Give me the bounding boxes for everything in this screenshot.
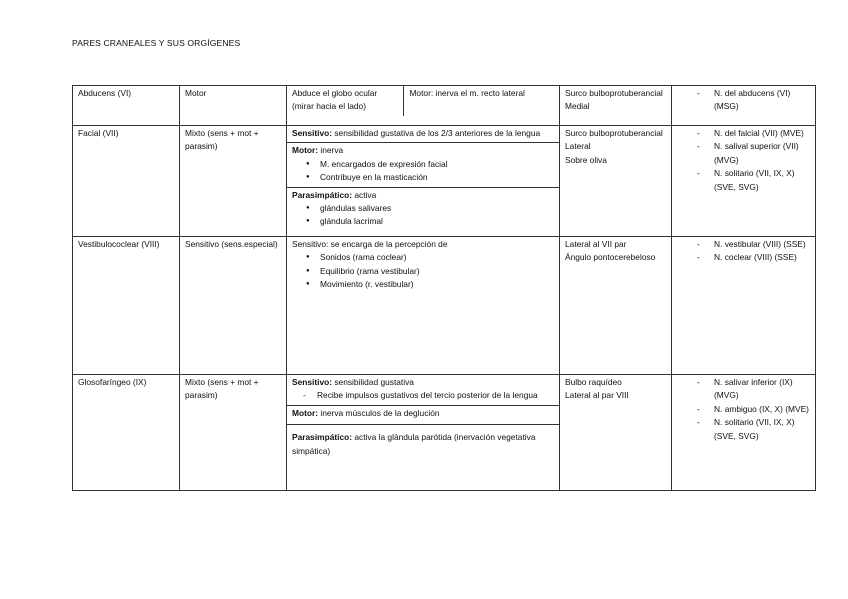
nerve-type-cell: Mixto (sens + mot + parasim) [180,375,287,491]
nucleus-item: - N. del abducens (VI) (MSG) [714,87,811,114]
nucleus-item: - N. ambiguo (IX, X) (MVE) [714,403,811,416]
list-item: ● glándulas salivares [320,202,555,215]
origin-cell: Lateral al VII par Ángulo pontocerebeloso [560,237,672,375]
nerve-name-cell: Facial (VII) [73,126,180,237]
origin-cell: Bulbo raquídeo Lateral al par VIII [560,375,672,491]
function-right: Motor: inerva el m. recto lateral [409,88,525,98]
nucleus-item: - N. del falcial (VII) (MVE) [714,127,811,140]
nuclei-cell [672,86,816,126]
motor-section: Motor: inerva músculos de la deglución [287,406,559,425]
list-item: ● Equilibrio (rama vestibular) [320,265,555,278]
table-row-vestibulococlear [73,237,816,375]
origin-cell: Surco bulboprotuberancial Medial [560,86,672,126]
nerve-type-cell: Motor [180,86,287,126]
nucleus-item: - N. vestibular (VIII) (SSE) [714,238,811,251]
document-title: PARES CRANEALES Y SUS ORGÍGENES [72,38,241,48]
function-cell [287,126,560,237]
function-left: Abduce el globo ocular (mirar hacia el lado) [287,86,404,116]
cranial-nerves-table [72,85,816,491]
list-item: ● Sonidos (rama coclear) [320,251,555,264]
nucleus-item: - N. salivar inferior (IX) (MVG) [714,376,811,403]
parasympathetic-section: Parasimpático: activa ● glándulas salivares ● glándula lacrimal [287,188,559,231]
table-row-glosofaringeo [73,375,816,491]
nucleus-item: - N. coclear (VIII) (SSE) [714,251,811,264]
nerve-type-cell: Sensitivo (sens.especial) [180,237,287,375]
nerve-type-cell: Mixto (sens + mot + parasim) [180,126,287,237]
nuclei-cell [672,237,816,375]
nucleus-item: - N. solitario (VII, IX, X) (SVE, SVG) [714,167,811,194]
list-item: ● glándula lacrimal [320,215,555,228]
nucleus-item: - N. solitario (VII, IX, X) (SVE, SVG) [714,416,811,443]
list-item: ● Contribuye en la masticación [320,171,555,184]
nucleus-item: - N. salival superior (VII) (MVG) [714,140,811,167]
list-item: - Recibe impulsos gustativos del tercio posterior de la lengua [317,389,555,402]
sensory-section: Sensitivo: sensibilidad gustativa de los 2/3 anteriores de la lengua [287,126,559,143]
nuclei-cell [672,126,816,237]
nerve-name-cell: Vestibulococlear (VIII) [73,237,180,375]
table-row-abducens [73,86,816,126]
nerve-name-cell: Abducens (VI) [73,86,180,126]
origin-cell: Surco bulboprotuberancial Lateral Sobre oliva [560,126,672,237]
nerve-name-cell: Glosofaríngeo (IX) [73,375,180,491]
table-row-facial [73,126,816,237]
parasympathetic-section: Parasimpático: activa la glándula parótida (inervación vegetativa simpática) [292,432,536,456]
nuclei-cell [672,375,816,491]
function-cell: Sensitivo: se encarga de la percepción de ● Sonidos (rama coclear) ● Equilibrio (rama vestibular) ● Movimiento (r. vestibular) [287,237,560,375]
motor-section: Motor: inerva ● M. encargados de expresión facial ● Contribuye en la masticación [287,143,559,187]
function-cell [287,86,560,126]
function-cell [287,375,560,491]
sensory-section: Sensitivo: sensibilidad gustativa - Recibe impulsos gustativos del tercio posterior de la lengua [287,375,559,406]
list-item: ● M. encargados de expresión facial [320,158,555,171]
list-item: ● Movimiento (r. vestibular) [320,278,555,291]
